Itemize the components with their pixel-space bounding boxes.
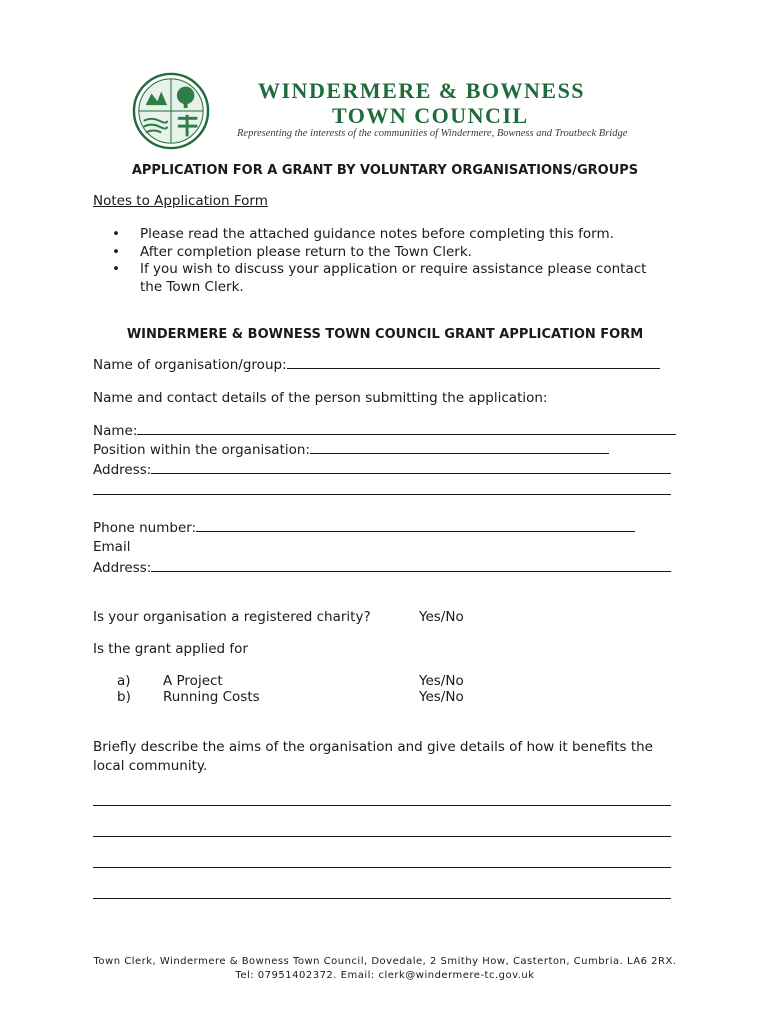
name-field — [93, 422, 676, 440]
phone-input-line[interactable] — [196, 519, 635, 532]
address-field — [93, 461, 671, 479]
option-a-label: A Project — [163, 673, 223, 689]
organisation-name — [258, 78, 585, 128]
description-answer-line[interactable] — [93, 836, 671, 837]
describe-prompt-line1: Briefly describe the aims of the organisation and give details of how it benefits the — [93, 739, 653, 755]
section-title: WINDERMERE & BOWNESS TOWN COUNCIL GRANT APPLICATION FORM — [126, 327, 644, 342]
describe-prompt-line2: local community. — [93, 758, 208, 774]
footer-address: Town Clerk, Windermere & Bowness Town Council, Dovedale, 2 Smithy How, Casterton, Cumbria. LA6 2RX. — [93, 956, 677, 967]
contact-intro-text: Name and contact details of the person submitting the application: — [93, 390, 548, 406]
position-label: Position within the organisation: — [93, 442, 310, 458]
note-item: • After completion please return to the Town Clerk. — [112, 244, 646, 262]
position-input-line[interactable] — [310, 441, 609, 454]
organisation-tagline: Representing the interests of the communities of Windermere, Bowness and Troutbeck Bridge — [237, 128, 628, 139]
charity-question: Is your organisation a registered charity? — [93, 609, 371, 625]
name-input-line[interactable] — [137, 422, 676, 435]
org-name-label: Name of organisation/group: — [93, 357, 287, 373]
organisation-name-line2: TOWN COUNCIL — [332, 103, 529, 128]
note-item-text-continued: the Town Clerk. — [140, 278, 244, 295]
option-b-answer[interactable]: Yes/No — [419, 689, 464, 705]
organisation-name-line1: WINDERMERE & BOWNESS — [258, 78, 586, 103]
grant-for-label: Is the grant applied for — [93, 641, 248, 657]
council-seal-logo — [132, 72, 210, 150]
email-label: Email — [93, 539, 131, 555]
address-continuation-line[interactable] — [93, 494, 671, 495]
org-name-input-line[interactable] — [287, 356, 660, 369]
notes-heading: Notes to Application Form — [93, 193, 268, 209]
notes-list — [112, 226, 646, 296]
note-item — [112, 261, 646, 296]
phone-label: Phone number: — [93, 520, 197, 536]
charity-answer[interactable]: Yes/No — [419, 609, 464, 625]
option-a-letter: a) — [117, 673, 131, 689]
option-a-answer[interactable]: Yes/No — [419, 673, 464, 689]
option-b-letter: b) — [117, 689, 131, 705]
option-b-label: Running Costs — [163, 689, 260, 705]
description-answer-line[interactable] — [93, 867, 671, 868]
org-name-field — [93, 356, 660, 374]
address-input-line[interactable] — [151, 461, 671, 474]
note-item: • Please read the attached guidance notes before completing this form. — [112, 226, 646, 244]
description-answer-line[interactable] — [93, 805, 671, 806]
description-answer-line[interactable] — [93, 898, 671, 899]
note-item-text: If you wish to discuss your application or require assistance please contact — [140, 261, 647, 277]
email-address-label: Address: — [93, 560, 152, 576]
phone-field — [93, 519, 635, 537]
form-main-title: APPLICATION FOR A GRANT BY VOLUNTARY ORGANISATIONS/GROUPS — [131, 163, 639, 178]
footer-contact: Tel: 07951402372. Email: clerk@windermere-tc.gov.uk — [235, 970, 535, 981]
email-address-field — [93, 559, 671, 577]
position-field — [93, 441, 609, 459]
address-label: Address: — [93, 462, 152, 478]
name-label: Name: — [93, 423, 138, 439]
email-input-line[interactable] — [151, 559, 671, 572]
